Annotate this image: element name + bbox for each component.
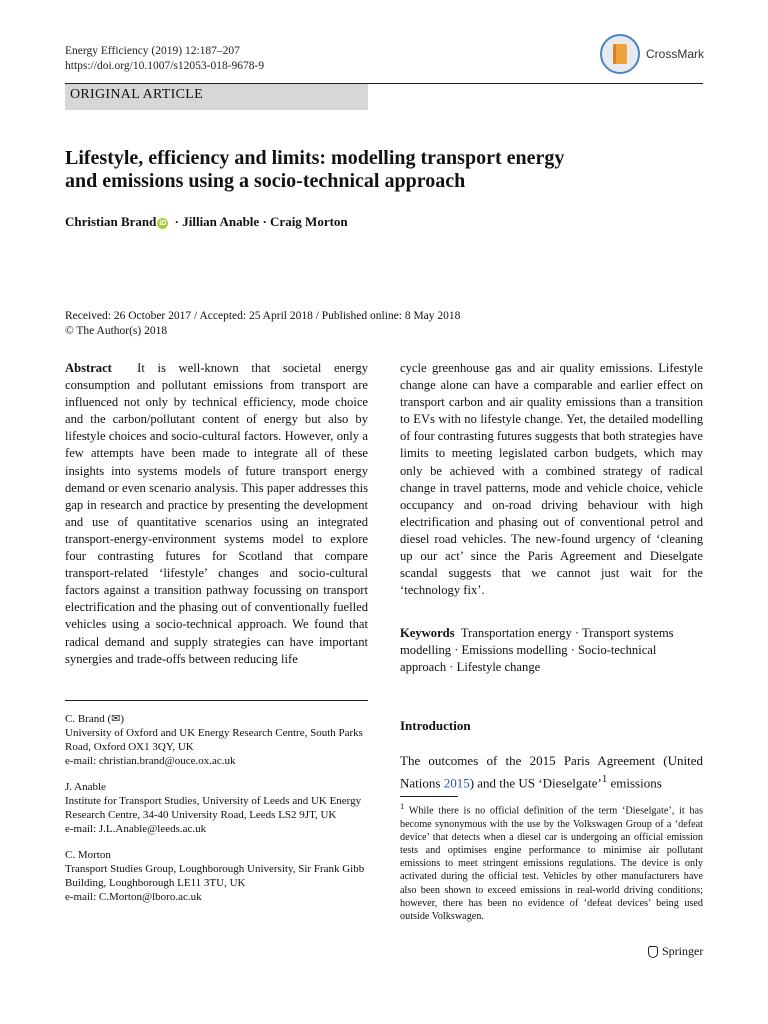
crossmark-icon xyxy=(600,34,640,74)
intro-text-end: emissions xyxy=(607,775,662,791)
footnote-marker[interactable]: 1 xyxy=(601,773,608,785)
footnote-text: While there is no official definition of the term ‘Dieselgate’, it has become synonymous with the use by the Volkswagen Group of a ‘defeat device’ that detects when a diesel car is undergoing an official emission tests and optimises engine performance to minimise air pollutant emissions to meet stringent emissions regulations. The device is only activated during the official test. Vehicles by other manufacturers have also been shown to exceed emissions in real-world driving conditions; however, there has been no evidence of ‘defeat devices’ being used outside Volkswagen. xyxy=(400,805,703,923)
abstract-right-column xyxy=(400,360,703,599)
author-brand[interactable]: Christian Brand xyxy=(65,214,157,229)
orcid-icon[interactable]: iD xyxy=(159,219,167,227)
copyright: © The Author(s) 2018 xyxy=(65,325,168,337)
intro-text-before: The outcomes of the 2015 Paris Agreement (United Nations xyxy=(400,753,703,791)
springer-horse-icon xyxy=(648,946,658,958)
doi-link[interactable]: https://doi.org/10.1007/s12053-018-9678-9 xyxy=(65,60,265,72)
introduction-heading: Introduction xyxy=(400,718,471,733)
abstract-text-left: It is well-known that societal energy consumption and pollutant emissions from transport are influenced not only by technical efficiency, mode choice and the carbon/pollutant content of energy but also by lifestyle choices and socio-cultural factors. However, only a few attempts have been made to integrate all of these insights into systems models of future transport energy demand or even scenario analysis. This paper addresses this gap in research and practice by presenting the development and use of quantitative scenarios using an integrated transport-energy-environment systems model to explore four contrasting futures for Scotland that compare transport-related ‘lifestyle’ changes and socio-cultural factors against a transition pathway focussing on transport electrification and the phasing out of conventionally fuelled vehicles using a socio-technical approach. We found that radical demand and supply strategies can have important synergies and trade-offs between reducing life xyxy=(65,361,368,666)
publication-dates xyxy=(65,309,460,339)
title-line-1: Lifestyle, efficiency and limits: modelling transport energy xyxy=(65,147,565,169)
keywords xyxy=(400,625,703,676)
journal-citation: Energy Efficiency (2019) 12:187–207 xyxy=(65,45,240,57)
crossmark-badge[interactable] xyxy=(600,34,710,74)
affil-address: Institute for Transport Studies, University of Leeds and UK Energy Research Centre, 34-40 University Road, Leeds LS2 9JT, UK xyxy=(65,795,362,821)
publisher-logo xyxy=(648,944,703,959)
citation-link[interactable]: 2015 xyxy=(443,775,470,791)
journal-header xyxy=(65,44,264,74)
keywords-text: Transportation energy · Transport systems modelling · Emissions modelling · Socio-technical approach · Lifestyle change xyxy=(400,626,674,674)
crossmark-label: CrossMark xyxy=(646,47,705,61)
affil-email[interactable]: e-mail: christian.brand@ouce.ox.ac.uk xyxy=(65,755,236,767)
affil-email[interactable]: e-mail: J.L.Anable@leeds.ac.uk xyxy=(65,823,207,835)
author-list xyxy=(65,214,348,230)
intro-text-after: ) and the US ‘Dieselgate’ xyxy=(469,775,602,791)
affiliation-anable xyxy=(65,780,368,836)
article-title xyxy=(65,147,685,193)
affiliation-morton xyxy=(65,848,368,904)
abstract-left-column xyxy=(65,360,368,668)
footnote-number: 1 xyxy=(400,801,405,811)
affil-address: Transport Studies Group, Loughborough University, Sir Frank Gibb Building, Loughborough LE11 3TU, UK xyxy=(65,863,365,889)
author-morton[interactable]: Craig Morton xyxy=(270,214,348,229)
affiliation-rule xyxy=(65,700,368,701)
affil-name: J. Anable xyxy=(65,781,106,793)
date-history: Received: 26 October 2017 / Accepted: 25 April 2018 / Published online: 8 May 2018 xyxy=(65,310,461,322)
publisher-name: Springer xyxy=(662,944,704,958)
article-type-label: ORIGINAL ARTICLE xyxy=(70,87,203,102)
author-anable[interactable]: Jillian Anable xyxy=(182,214,260,229)
author-separator: · xyxy=(259,214,271,229)
author-separator: · xyxy=(171,214,183,229)
affil-email[interactable]: e-mail: C.Morton@lboro.ac.uk xyxy=(65,891,202,903)
mail-icon[interactable]: ✉ xyxy=(111,713,121,725)
footnote xyxy=(400,800,703,923)
keywords-label: Keywords xyxy=(400,626,455,640)
affil-name: C. Morton xyxy=(65,849,111,861)
abstract-label: Abstract xyxy=(65,361,112,375)
affiliation-brand: C. Brand (✉) University of Oxford and UK Energy Research Centre, South Parks Road, Oxford OX1 3QY, UK e-mail: christian.brand@ouce.ox.ac.uk xyxy=(65,712,368,768)
affil-address: University of Oxford and UK Energy Research Centre, South Parks Road, Oxford OX1 3QY, UK xyxy=(65,727,363,753)
abstract-text-right: cycle greenhouse gas and air quality emissions. Lifestyle change alone can have a comparable and earlier effect on transport carbon and air quality emissions than a transition to EVs with no lifestyle change. Yet, the detailed modelling of four contrasting futures suggests that both strategies have limits to meeting legislated carbon budgets, which may only be achieved with a combined strategy of radical change in travel patterns, mode and vehicle choice, vehicle occupancy and on-road driving behaviour with high electrification and phasing out of conventional petrol and diesel road vehicles. The new-found urgency of ‘cleaning up our act’ since the Paris Agreement and Dieselgate scandal suggests that we cannot just wait for the ‘technology fix’. xyxy=(400,361,703,598)
introduction-text xyxy=(400,752,703,792)
affiliations xyxy=(65,712,368,916)
title-line-2: and emissions using a socio-technical approach xyxy=(65,170,466,192)
footnote-rule xyxy=(400,796,458,797)
affil-name: C. Brand xyxy=(65,713,105,725)
